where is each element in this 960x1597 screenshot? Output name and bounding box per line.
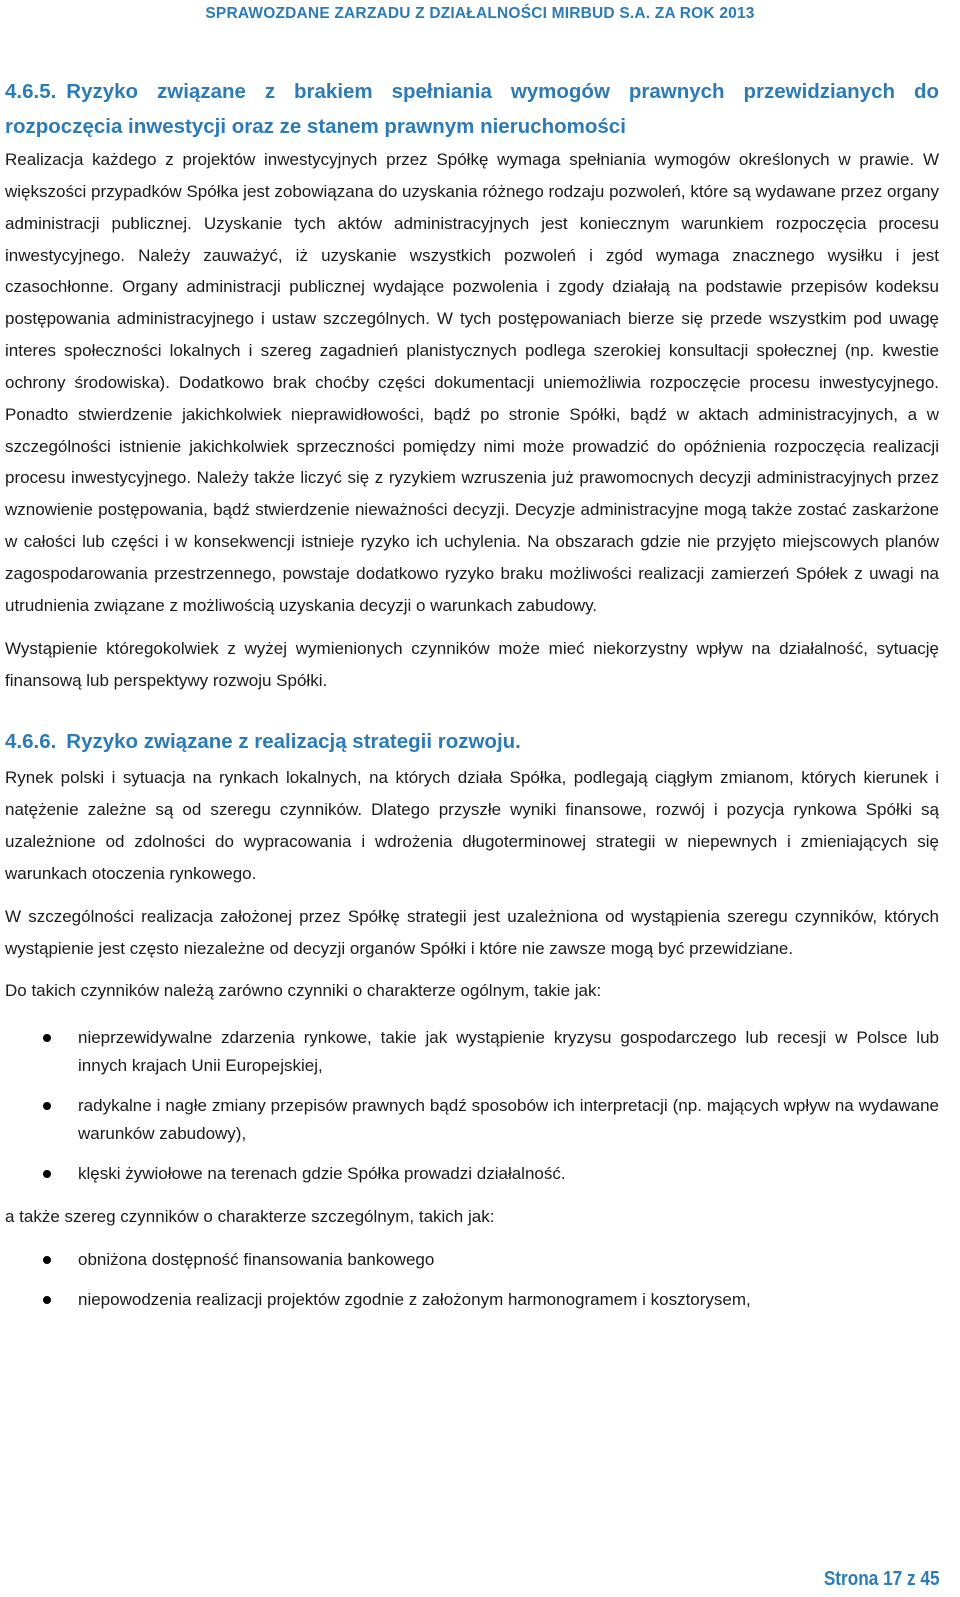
list-item-text: nieprzewidywalne zdarzenia rynkowe, takie jak wystąpienie kryzysu gospodarczego lub recesji w Polsce lub innych krajach Unii Europejskiej, xyxy=(78,1028,939,1075)
section-heading-4-6-5 xyxy=(5,74,939,144)
page-header: SPRAWOZDANE ZARZADU Z DZIAŁALNOŚCI MIRBUD S.A. ZA ROK 2013 xyxy=(205,5,755,22)
section-number: 4.6.5. xyxy=(5,80,57,103)
list-item-text: radykalne i nagłe zmiany przepisów prawnych bądź sposobów ich interpretacji (np. mających wpływ na wydawane warunków zabudowy), xyxy=(78,1096,939,1143)
bullet-icon xyxy=(43,1102,51,1110)
section-number: 4.6.6. xyxy=(5,730,57,754)
bullet-icon xyxy=(43,1034,51,1042)
list-item xyxy=(5,1160,939,1188)
section-heading-4-6-6 xyxy=(5,724,939,759)
paragraph: Do takich czynników należą zarówno czynniki o charakterze ogólnym, takie jak: xyxy=(5,981,602,1001)
list-item xyxy=(5,1024,939,1079)
page-number: Strona 17 z 45 xyxy=(824,1568,940,1590)
general-factors-list xyxy=(5,1024,939,1188)
section-title: Ryzyko związane z realizacją strategii rozwoju. xyxy=(66,730,521,754)
list-item-text: klęski żywiołowe na terenach gdzie Spółka prowadzi działalność. xyxy=(78,1164,566,1184)
paragraph: W szczególności realizacja założonej przez Spółkę strategii jest uzależniona od wystąpienia szeregu czynników, których wystąpienie jest często niezależne od decyzji organów Spółki i które nie zawsze mogą być przewidziane. xyxy=(5,906,939,958)
list-item xyxy=(5,1092,939,1147)
paragraph: Rynek polski i sytuacja na rynkach lokalnych, na których działa Spółka, podlegają ciągłym zmianom, których kierunek i natężenie zależne są od szeregu czynników. Dlatego przyszłe wyniki finansowe, rozwój i pozycja rynkowa Spółki są uzależnione od zdolności do wypracowania i wdrożenia długoterminowej strategii w niepewnych i zmieniających się warunkach otoczenia rynkowego. xyxy=(5,768,939,883)
paragraph: a także szereg czynników o charakterze szczególnym, takich jak: xyxy=(5,1206,495,1226)
list-item-text: niepowodzenia realizacji projektów zgodnie z założonym harmonogramem i kosztorysem, xyxy=(78,1290,751,1310)
section-title: Ryzyko związane z brakiem spełniania wymogów prawnych przewidzianych do rozpoczęcia inwestycji oraz ze stanem prawnym nieruchomości xyxy=(5,80,939,138)
paragraph: Wystąpienie któregokolwiek z wyżej wymienionych czynników może mieć niekorzystny wpływ na działalność, sytuację finansową lub perspektywy rozwoju Spółki. xyxy=(5,638,939,690)
paragraph: Realizacja każdego z projektów inwestycyjnych przez Spółkę wymaga spełniania wymogów określonych w prawie. W większości przypadków Spółka jest zobowiązana do uzyskania różnego rodzaju pozwoleń, które są wydawane przez organy administracji publicznej. Uzyskanie tych aktów administracyjnych jest koniecznym warunkiem rozpoczęcia procesu inwestycyjnego. Należy zauważyć, iż uzyskanie wszystkich pozwoleń i zgód wymaga znacznego wysiłku i jest czasochłonne. Organy administracji publicznej wydające pozwolenia i zgody działają na podstawie przepisów kodeksu postępowania administracyjnego i ustaw szczególnych. W tych postępowaniach bierze się przede wszystkim pod uwagę interes społeczności lokalnych i szereg zagadnień planistycznych podlega szerokiej konsultacji społecznej (np. kwestie ochrony środowiska). Dodatkowo brak choćby części dokumentacji uniemożliwia rozpoczęcie procesu inwestycyjnego. Ponadto stwierdzenie jakichkolwiek nieprawidłowości, bądź po stronie Spółki, bądź w aktach administracyjnych, a w szczególności istnienie jakichkolwiek sprzeczności pomiędzy nimi może prowadzić do opóźnienia rozpoczęcia realizacji procesu inwestycyjnego. Należy także liczyć się z ryzykiem wzruszenia już prawomocnych decyzji administracyjnych przez wznowienie postępowania, bądź stwierdzenie nieważności decyzji. Decyzje administracyjne mogą także zostać zaskarżone w całości lub części i w konsekwencji istnieje ryzyko ich uchylenia. Na obszarach gdzie nie przyjęto miejscowych planów zagospodarowania przestrzennego, powstaje dodatkowo ryzyko braku możliwości realizacji zamierzeń Spółek z uwagi na utrudnienia związane z możliwością uzyskania decyzji o warunkach zabudowy. xyxy=(5,150,939,615)
list-item xyxy=(5,1286,939,1314)
document-body xyxy=(5,74,939,1327)
specific-factors-list xyxy=(5,1246,939,1314)
bullet-icon xyxy=(43,1296,51,1304)
list-item xyxy=(5,1246,939,1274)
bullet-icon xyxy=(43,1256,51,1264)
list-item-text: obniżona dostępność finansowania bankowego xyxy=(78,1249,435,1269)
bullet-icon xyxy=(43,1170,51,1178)
